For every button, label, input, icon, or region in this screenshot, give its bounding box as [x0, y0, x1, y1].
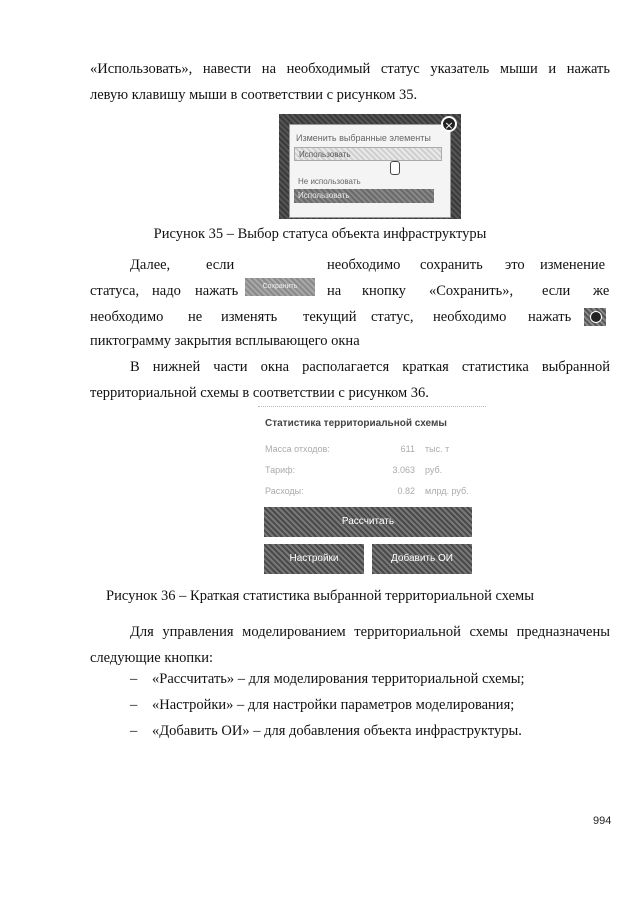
word: нажать: [195, 283, 239, 299]
popup-title: Изменить выбранные элементы: [296, 133, 431, 143]
figure-36-statistics-panel: [258, 406, 486, 576]
stats-label: Расходы:: [265, 486, 304, 496]
stats-row: [265, 486, 475, 498]
word: изменять: [221, 309, 278, 325]
word: необходимо: [90, 309, 164, 325]
divider: [258, 406, 486, 407]
paragraph-stats-line1: В нижней части окна располагается краткая статистика выбранной: [130, 359, 610, 375]
figure-35-status-popup: [279, 114, 461, 219]
add-object-button[interactable]: Добавить ОИ: [372, 544, 472, 574]
save-button[interactable]: Сохранить: [245, 278, 315, 296]
word: не: [188, 309, 203, 325]
stats-label: Масса отходов:: [265, 444, 330, 454]
stats-value: 611: [400, 444, 415, 454]
word: кнопку: [362, 283, 406, 299]
stats-unit: тыс. т: [425, 444, 450, 454]
paragraph-save-line4: пиктограмму закрытия всплывающего окна: [90, 333, 360, 349]
word: сохранить: [420, 257, 483, 273]
page-number: 994: [593, 815, 612, 827]
word: Далее,: [130, 257, 171, 273]
paragraph-top-line1: «Использовать», навести на необходимый статус указатель мыши и нажать: [90, 61, 610, 77]
word: это: [505, 257, 525, 273]
stats-row: [265, 465, 475, 477]
list-item: «Настройки» – для настройки параметров моделирования;: [152, 697, 515, 713]
list-item: «Рассчитать» – для моделирования территориальной схемы;: [152, 671, 525, 687]
paragraph-buttons-line2: следующие кнопки:: [90, 650, 214, 666]
popup-window: [289, 124, 451, 218]
stats-value: 3.063: [392, 465, 415, 475]
stats-value: 0.82: [397, 486, 415, 496]
word: надо: [152, 283, 181, 299]
settings-button[interactable]: Настройки: [264, 544, 364, 574]
option-use[interactable]: Использовать: [294, 189, 434, 203]
stats-unit: руб.: [425, 465, 443, 475]
word: «Сохранить»,: [429, 283, 514, 299]
figure-35-caption: Рисунок 35 – Выбор статуса объекта инфраструктуры: [153, 226, 487, 242]
list-marker: –: [130, 697, 138, 713]
word: если: [206, 257, 235, 273]
word: статуса,: [90, 283, 140, 299]
paragraph-stats-line2: территориальной схемы в соответствии с рисунком 36.: [90, 385, 429, 401]
status-select[interactable]: Использовать: [294, 147, 442, 161]
stats-title: Статистика территориальной схемы: [265, 418, 447, 429]
stats-row: [265, 444, 475, 456]
mouse-cursor-icon: [390, 161, 400, 175]
close-icon[interactable]: ×: [441, 116, 457, 132]
option-not-use[interactable]: Не использовать: [298, 177, 361, 186]
word: на: [327, 283, 342, 299]
word: текущий: [303, 309, 357, 325]
list-marker: –: [130, 671, 138, 687]
paragraph-top-line2: левую клавишу мыши в соответствии с рисунком 35.: [90, 87, 418, 103]
close-popup-icon[interactable]: [584, 308, 606, 326]
word: необходимо: [327, 257, 401, 273]
word: изменение: [540, 257, 606, 273]
word: статус,: [371, 309, 414, 325]
stats-label: Тариф:: [265, 465, 296, 475]
calculate-button[interactable]: Рассчитать: [264, 507, 472, 537]
paragraph-buttons-line1: Для управления моделированием территориальной схемы предназначены: [130, 624, 610, 640]
list-marker: –: [130, 723, 138, 739]
word: если: [542, 283, 571, 299]
list-item: «Добавить ОИ» – для добавления объекта инфраструктуры.: [152, 723, 522, 739]
figure-36-caption: Рисунок 36 – Краткая статистика выбранной территориальной схемы: [106, 588, 534, 604]
word: же: [593, 283, 610, 299]
word: нажать: [528, 309, 572, 325]
stats-unit: млрд. руб.: [425, 486, 469, 496]
word: необходимо: [433, 309, 507, 325]
